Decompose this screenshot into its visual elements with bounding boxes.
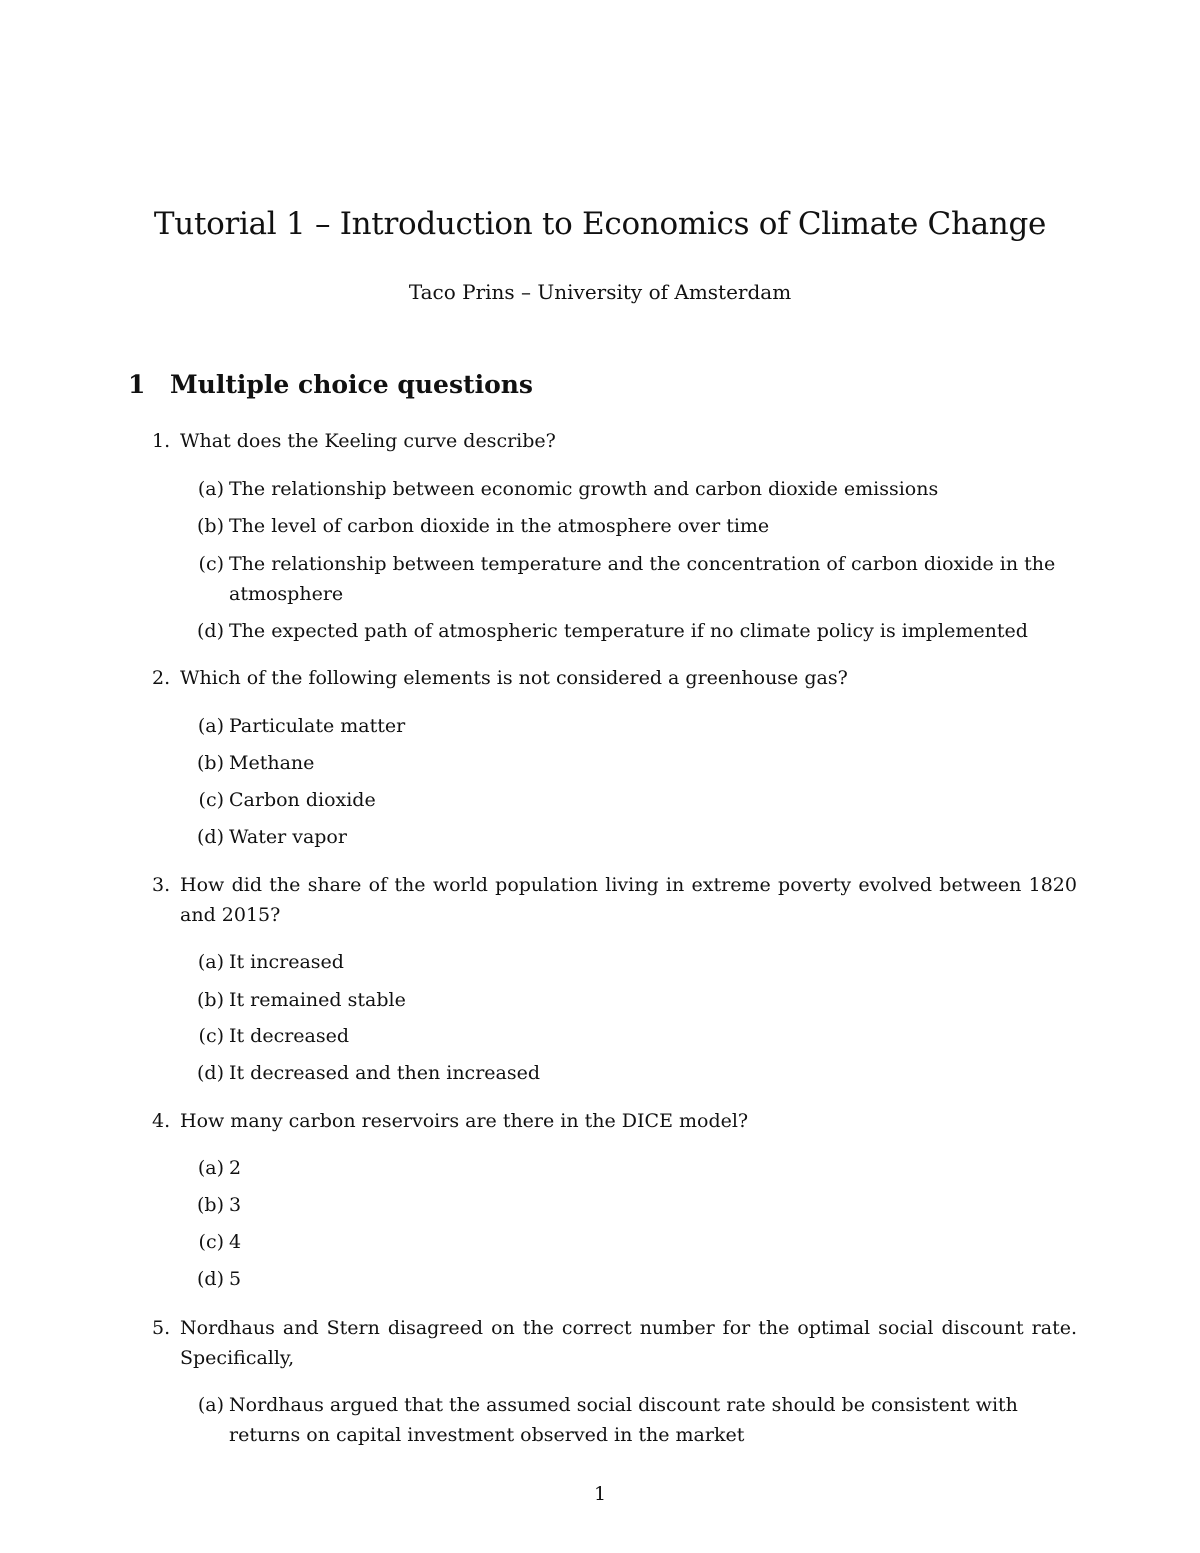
question-number: 3. (152, 874, 171, 896)
option-label: (a) (197, 951, 224, 973)
option-3c (188, 1021, 1076, 1051)
option-text: 5 (229, 1268, 242, 1290)
option-text: 4 (229, 1231, 242, 1253)
question-5 (152, 1313, 1077, 1373)
option-text: The level of carbon dioxide in the atmosphere over time (229, 515, 770, 537)
option-text: Water vapor (229, 826, 347, 848)
option-label: (b) (197, 515, 224, 537)
option-label: (c) (198, 553, 224, 575)
option-label: (b) (197, 752, 224, 774)
option-label: (d) (197, 826, 224, 848)
question-3 (152, 870, 1077, 930)
section-title: Multiple choice questions (170, 370, 533, 399)
option-text: It decreased and then increased (229, 1062, 541, 1084)
option-label: (a) (197, 1394, 224, 1416)
option-1d (188, 616, 1076, 646)
question-text: Nordhaus and Stern disagreed on the correct number for the optimal social discount rate. Specifically, (180, 1317, 1077, 1369)
question-number: 2. (152, 667, 171, 689)
option-2c (188, 785, 1076, 815)
option-4c (188, 1227, 1076, 1257)
question-number: 1. (152, 430, 171, 452)
option-text: The expected path of atmospheric temperature if no climate policy is implemented (229, 620, 1028, 642)
option-1a (188, 474, 1076, 504)
option-3b (188, 985, 1076, 1015)
option-text: 2 (229, 1157, 242, 1179)
author-line: Taco Prins – University of Amsterdam (408, 280, 792, 304)
option-text: The relationship between economic growth and carbon dioxide emissions (229, 478, 939, 500)
option-2b (188, 748, 1076, 778)
option-label: (b) (197, 1194, 224, 1216)
option-text: The relationship between temperature and the concentration of carbon dioxide in the atmosphere (229, 553, 1056, 605)
question-1 (152, 426, 1077, 456)
option-text: It remained stable (229, 989, 406, 1011)
option-label: (a) (197, 478, 224, 500)
option-text: Carbon dioxide (229, 789, 376, 811)
option-text: 3 (229, 1194, 242, 1216)
page-number: 1 (593, 1483, 607, 1505)
option-label: (d) (197, 1062, 224, 1084)
option-label: (d) (197, 1268, 224, 1290)
section-number: 1 (128, 370, 146, 399)
question-text: What does the Keeling curve describe? (180, 430, 556, 452)
option-label: (d) (197, 620, 224, 642)
option-text: Particulate matter (229, 715, 406, 737)
question-number: 4. (152, 1110, 171, 1132)
question-text: Which of the following elements is not considered a greenhouse gas? (180, 667, 848, 689)
option-label: (c) (198, 789, 224, 811)
option-label: (a) (197, 715, 224, 737)
option-4b (188, 1190, 1076, 1220)
question-4 (152, 1106, 1077, 1136)
option-2a (188, 711, 1076, 741)
option-2d (188, 822, 1076, 852)
option-text: It decreased (229, 1025, 350, 1047)
option-text: Nordhaus argued that the assumed social discount rate should be consistent with returns on capital investment observed in the market (229, 1394, 1018, 1446)
question-text: How did the share of the world population living in extreme poverty evolved between 1820 and 2015? (180, 874, 1077, 926)
question-text: How many carbon reservoirs are there in the DICE model? (180, 1110, 749, 1132)
option-5a (188, 1390, 1076, 1450)
question-number: 5. (152, 1317, 171, 1339)
option-text: Methane (229, 752, 315, 774)
document-title: Tutorial 1 – Introduction to Economics of Climate Change (153, 206, 1047, 242)
option-4d (188, 1264, 1076, 1294)
option-label: (a) (197, 1157, 224, 1179)
section-heading (128, 370, 533, 399)
option-label: (c) (198, 1231, 224, 1253)
option-1b (188, 511, 1076, 541)
question-2 (152, 663, 1077, 693)
option-label: (c) (198, 1025, 224, 1047)
option-4a (188, 1153, 1076, 1183)
option-1c (188, 549, 1076, 609)
option-3a (188, 947, 1076, 977)
option-3d (188, 1058, 1076, 1088)
option-label: (b) (197, 989, 224, 1011)
option-text: It increased (229, 951, 344, 973)
